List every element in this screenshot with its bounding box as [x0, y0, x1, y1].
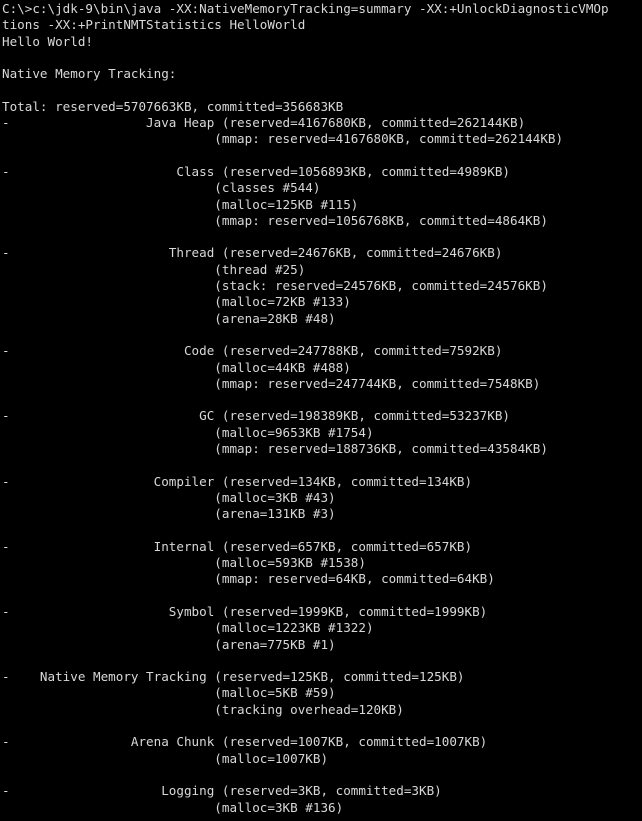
terminal-line: - Symbol (reserved=1999KB, committed=1999KB): [2, 603, 488, 619]
terminal-line: (malloc=1223KB #1322): [2, 620, 374, 636]
terminal-line: Total: reserved=5707663KB, committed=356683KB: [2, 98, 344, 114]
terminal-line: [2, 457, 642, 473]
terminal-line: (tracking overhead=120KB): [2, 701, 404, 717]
terminal-line: (malloc=3KB #43): [2, 489, 336, 505]
terminal-line: (malloc=1007KB): [2, 750, 329, 766]
terminal-line: Native Memory Tracking:: [2, 66, 177, 82]
terminal-line: (malloc=5KB #59): [2, 685, 336, 701]
terminal-line: C:\>c:\jdk-9\bin\java -XX:NativeMemoryTracking=summary -XX:+UnlockDiagnosticVMOp: [2, 1, 609, 16]
terminal-line: [2, 148, 642, 164]
terminal-line: - Native Memory Tracking (reserved=125KB, committed=125KB): [2, 669, 465, 685]
terminal-line: (mmap: reserved=188736KB, committed=43584KB): [2, 441, 548, 457]
terminal-line: - Compiler (reserved=134KB, committed=134KB): [2, 473, 473, 489]
terminal-line: [2, 588, 642, 604]
terminal-line: Hello World!: [2, 33, 93, 49]
terminal-line: [2, 767, 642, 783]
terminal-line: (thread #25): [2, 261, 306, 277]
terminal-line: - Java Heap (reserved=4167680KB, committed=262144KB): [2, 115, 526, 131]
terminal-line: [2, 392, 642, 408]
terminal-line: [2, 653, 642, 669]
terminal-line: (mmap: reserved=64KB, committed=64KB): [2, 571, 495, 587]
terminal-line: (mmap: reserved=4167680KB, committed=262144KB): [2, 131, 564, 147]
terminal-line: (arena=775KB #1): [2, 636, 336, 652]
terminal-line: - Code (reserved=247788KB, committed=7592KB): [2, 343, 503, 359]
terminal-line: (malloc=9653KB #1754): [2, 424, 374, 440]
terminal-line: - Class (reserved=1056893KB, committed=4989KB): [2, 163, 510, 179]
terminal-line: [2, 82, 642, 98]
terminal-line: (malloc=125KB #115): [2, 196, 359, 212]
terminal-line: - Internal (reserved=657KB, committed=657KB): [2, 538, 473, 554]
terminal-line: - Logging (reserved=3KB, committed=3KB): [2, 783, 442, 799]
terminal-line: - GC (reserved=198389KB, committed=53237KB): [2, 408, 510, 424]
terminal-line: (arena=131KB #3): [2, 506, 336, 522]
terminal-line: - Arena Chunk (reserved=1007KB, committed=1007KB): [2, 734, 488, 750]
terminal-line: - Thread (reserved=24676KB, committed=24676KB): [2, 245, 503, 261]
terminal-line: (arena=28KB #48): [2, 310, 336, 326]
terminal-line: tions -XX:+PrintNMTStatistics HelloWorld: [2, 17, 306, 33]
terminal-line: (mmap: reserved=247744KB, committed=7548KB): [2, 375, 541, 391]
terminal-line: [2, 327, 642, 343]
terminal-line: [2, 523, 642, 539]
terminal-line: (classes #544): [2, 180, 321, 196]
terminal-line: (stack: reserved=24576KB, committed=24576KB): [2, 278, 548, 294]
terminal-line: [2, 229, 642, 245]
terminal-line: (malloc=72KB #133): [2, 294, 351, 310]
terminal-line: (mmap: reserved=1056768KB, committed=4864KB): [2, 212, 548, 228]
terminal-line: (malloc=44KB #488): [2, 359, 351, 375]
terminal-line: (malloc=593KB #1538): [2, 555, 366, 571]
terminal-line: [2, 50, 642, 66]
terminal-line: [2, 718, 642, 734]
terminal-line: (malloc=3KB #136): [2, 799, 344, 815]
